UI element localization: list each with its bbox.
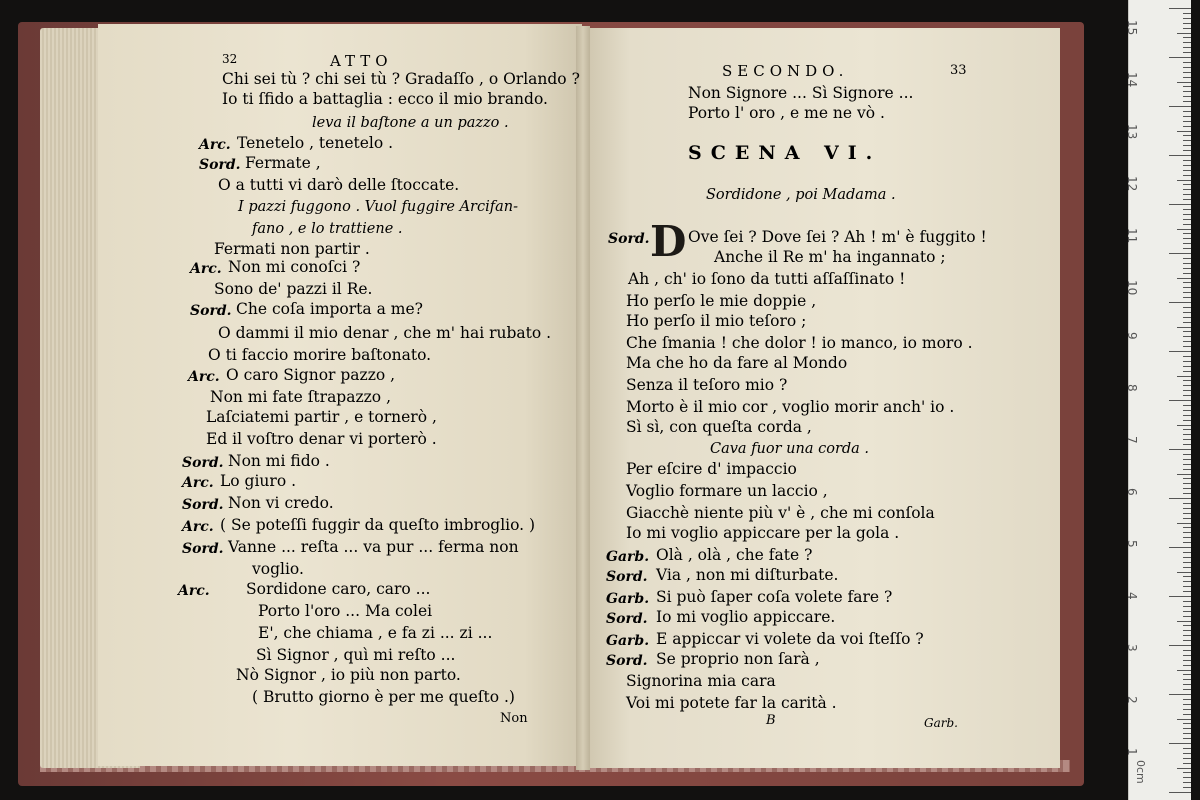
ruler-tick: [1183, 145, 1191, 146]
ruler-tick: [1169, 57, 1191, 58]
ruler-tick: [1169, 596, 1191, 597]
ruler-tick: [1177, 278, 1191, 279]
ruler-tick: [1183, 478, 1191, 479]
ruler-tick: [1183, 699, 1191, 700]
verse-line: Giacchè niente più v' è , che mi conſola: [626, 504, 935, 522]
ruler-tick: [1183, 214, 1191, 215]
verse-line: Laſciatemi partir , e tornerò ,: [206, 408, 437, 426]
speaker-name: Sord.: [182, 455, 224, 471]
ruler-tick: [1183, 591, 1191, 592]
verse-line: Ho perſo le mie doppie ,: [626, 292, 817, 310]
ruler-tick: [1169, 645, 1191, 646]
ruler-tick: [1169, 547, 1191, 548]
verse-line: Ho perſo il mio teſoro ;: [626, 312, 807, 330]
ruler-tick: [1183, 233, 1191, 234]
dialogue-line: E appiccar vi volete da voi ſteſſo ?: [656, 630, 924, 648]
ruler-tick: [1183, 567, 1191, 568]
ruler-tick: [1183, 336, 1191, 337]
ruler-tick: [1177, 82, 1191, 83]
scene-characters: Sordidone , poi Madama .: [706, 187, 896, 203]
verse-line: Chi sei tù ? chi sei tù ? Gradaſſo , o Orlando ?: [222, 70, 580, 88]
ruler-tick: [1183, 782, 1191, 783]
book-gutter: [576, 26, 590, 770]
ruler-tick: [1183, 184, 1191, 185]
ruler-number: 9: [1125, 332, 1139, 340]
ruler-tick: [1169, 400, 1191, 401]
ruler-tick: [1183, 635, 1191, 636]
ruler-tick: [1183, 282, 1191, 283]
speaker-name: Garb.: [606, 633, 650, 649]
ruler-number: 12: [1125, 176, 1139, 192]
ruler-tick: [1183, 72, 1191, 73]
dialogue-line: Ove ſei ? Dove ſei ? Ah ! m' è fuggito !: [688, 228, 987, 246]
dialogue-line: Che coſa importa a me?: [236, 300, 423, 318]
ruler-tick: [1183, 91, 1191, 92]
ruler-tick: [1177, 180, 1191, 181]
ruler-tick: [1183, 709, 1191, 710]
ruler-tick: [1183, 322, 1191, 323]
verse-line: Senza il teſoro mio ?: [626, 376, 788, 394]
dialogue-line: Non mi fido .: [228, 452, 330, 470]
verse-line: Anche il Re m' ha ingannato ;: [714, 248, 946, 266]
ruler-tick: [1183, 420, 1191, 421]
scene-heading: SCENA VI.: [688, 142, 882, 164]
verse-line: Sì Signor , quì mi reſto ...: [256, 646, 456, 664]
dialogue-line: Fermate ,: [245, 154, 321, 172]
ruler-tick: [1183, 371, 1191, 372]
ruler-number: 8: [1125, 384, 1139, 392]
ruler-tick: [1183, 224, 1191, 225]
ruler-tick: [1183, 513, 1191, 514]
speaker-name: Sord.: [190, 303, 232, 319]
ruler-tick: [1177, 33, 1191, 34]
dialogue-line: Vanne ... reſta ... va pur ... ferma non: [228, 538, 519, 556]
ruler-tick: [1183, 101, 1191, 102]
ruler-tick: [1169, 743, 1191, 744]
ruler-tick: [1183, 395, 1191, 396]
speaker-name: Sord.: [608, 231, 650, 247]
ruler-tick: [1183, 47, 1191, 48]
verse-line: Non mi fate ſtrapazzo ,: [210, 388, 391, 406]
ruler-tick: [1183, 581, 1191, 582]
speaker-name: Sord.: [606, 653, 648, 669]
ruler-tick: [1183, 346, 1191, 347]
ruler-tick: [1183, 415, 1191, 416]
speaker-name: Sord.: [182, 497, 224, 513]
ruler-tick: [1183, 625, 1191, 626]
catchword: Non: [500, 711, 528, 726]
verse-line: O a tutti vi darò delle ſtoccate.: [218, 176, 460, 194]
stage-direction: leva il baſtone a un pazzo .: [312, 115, 509, 131]
verse-line: voglio.: [252, 560, 304, 578]
ruler-tick: [1183, 655, 1191, 656]
ruler-tick: [1183, 135, 1191, 136]
ruler-tick: [1183, 42, 1191, 43]
ruler-tick: [1177, 131, 1191, 132]
ruler-tick: [1183, 62, 1191, 63]
ruler-tick: [1183, 77, 1191, 78]
verse-line: Ma che ho da fare al Mondo: [626, 354, 848, 372]
ruler-tick: [1183, 165, 1191, 166]
dialogue-line: Se proprio non ſarà ,: [656, 650, 820, 668]
verse-line: Fermati non partir .: [214, 240, 370, 258]
ruler-tick: [1183, 385, 1191, 386]
ruler-tick: [1183, 356, 1191, 357]
ruler-tick: [1177, 572, 1191, 573]
verse-line: Ed il voſtro denar vi porterò .: [206, 430, 437, 448]
ruler-tick: [1183, 542, 1191, 543]
verse-line: Porto l' oro , e me ne vò .: [688, 104, 885, 122]
ruler-tick: [1183, 390, 1191, 391]
ruler-tick: [1183, 175, 1191, 176]
verse-line: Ah , ch' io ſono da tutti aſſaſſinato !: [628, 270, 906, 288]
ruler-unit: 0cm: [1134, 760, 1147, 784]
ruler-tick: [1183, 469, 1191, 470]
ruler-tick: [1183, 140, 1191, 141]
running-head: ATTO: [330, 52, 393, 70]
ruler-tick: [1183, 380, 1191, 381]
ruler-tick: [1177, 768, 1191, 769]
speaker-name: Arc.: [188, 369, 220, 385]
ruler-tick: [1183, 439, 1191, 440]
ruler-tick: [1169, 302, 1191, 303]
verse-line: E', che chiama , e fa zi ... zi ...: [258, 624, 493, 642]
ruler-tick: [1183, 723, 1191, 724]
ruler-number: 4: [1125, 592, 1139, 600]
ruler-tick: [1177, 621, 1191, 622]
ruler-tick: [1183, 748, 1191, 749]
ruler-tick: [1177, 670, 1191, 671]
ruler-tick: [1183, 650, 1191, 651]
speaker-name: Arc.: [178, 583, 210, 599]
ruler-tick: [1183, 527, 1191, 528]
verse-line: Non Signore ... Sì Signore ...: [688, 84, 914, 102]
ruler-tick: [1183, 37, 1191, 38]
ruler-tick: [1183, 733, 1191, 734]
ruler-tick: [1183, 704, 1191, 705]
ruler-tick: [1183, 562, 1191, 563]
ruler-tick: [1183, 459, 1191, 460]
dialogue-line: Non mi conoſci ?: [228, 258, 361, 276]
verse-line: O dammi il mio denar , che m' hai rubato .: [218, 324, 552, 342]
ruler-tick: [1183, 341, 1191, 342]
ruler-tick: [1183, 67, 1191, 68]
ruler-number: 3: [1125, 644, 1139, 652]
ruler-tick: [1183, 116, 1191, 117]
verse-line: Voi mi potete far la carità .: [626, 694, 837, 712]
ruler-tick: [1183, 728, 1191, 729]
dialogue-line: Io mi voglio appiccare.: [656, 608, 836, 626]
verse-line: Porto l'oro ... Ma colei: [258, 602, 433, 620]
ruler-tick: [1169, 253, 1191, 254]
ruler-tick: [1183, 611, 1191, 612]
ruler-tick: [1177, 327, 1191, 328]
verse-line: Per eſcire d' impaccio: [626, 460, 797, 478]
verse-line: Morto è il mio cor , voglio morir anch' io .: [626, 398, 955, 416]
ruler-tick: [1183, 126, 1191, 127]
ruler-tick: [1177, 474, 1191, 475]
ruler-tick: [1183, 503, 1191, 504]
ruler-tick: [1183, 714, 1191, 715]
ruler-number: 13: [1125, 124, 1139, 140]
ruler-tick: [1183, 312, 1191, 313]
ruler-tick: [1183, 366, 1191, 367]
ruler-number: 5: [1125, 540, 1139, 548]
ruler-tick: [1183, 248, 1191, 249]
ruler-tick: [1183, 410, 1191, 411]
verse-line: Sono de' pazzi il Re.: [214, 280, 373, 298]
ruler-tick: [1183, 307, 1191, 308]
ruler-tick: [1183, 209, 1191, 210]
dialogue-line: ( Se poteſſi fuggir da queſto imbroglio. ): [220, 516, 536, 534]
ruler-tick: [1183, 331, 1191, 332]
dialogue-line: Si può ſaper coſa volete fare ?: [656, 588, 893, 606]
ruler-tick: [1183, 763, 1191, 764]
ruler-tick: [1183, 189, 1191, 190]
ruler-tick: [1183, 199, 1191, 200]
ruler-tick: [1183, 488, 1191, 489]
ruler-tick: [1183, 665, 1191, 666]
ruler-tick: [1183, 753, 1191, 754]
ruler-tick: [1183, 13, 1191, 14]
dialogue-line: O caro Signor pazzo ,: [226, 366, 396, 384]
ruler-tick: [1183, 537, 1191, 538]
ruler-tick: [1183, 28, 1191, 29]
ruler-tick: [1169, 204, 1191, 205]
ruler-tick: [1177, 229, 1191, 230]
ruler-tick: [1183, 640, 1191, 641]
verse-line: Sì sì, con queſta corda ,: [626, 418, 812, 436]
dialogue-line: Olà , olà , che fate ?: [656, 546, 813, 564]
ruler-tick: [1183, 170, 1191, 171]
speaker-name: Arc.: [190, 261, 222, 277]
verse-line: Io mi voglio appiccare per la gola .: [626, 524, 900, 542]
ruler-tick: [1183, 508, 1191, 509]
ruler-tick: [1169, 498, 1191, 499]
ruler-tick: [1183, 86, 1191, 87]
ruler-tick: [1183, 219, 1191, 220]
stage-direction: fano , e lo trattiene .: [252, 221, 403, 237]
ruler-tick: [1183, 268, 1191, 269]
ruler-tick: [1169, 106, 1191, 107]
speaker-name: Sord.: [606, 569, 648, 585]
stage-direction: I pazzi fuggono . Vuol fuggire Arcifan-: [238, 199, 518, 215]
ruler-tick: [1177, 719, 1191, 720]
ruler-tick: [1183, 111, 1191, 112]
ruler-tick: [1183, 405, 1191, 406]
ruler-tick: [1183, 493, 1191, 494]
ruler-tick: [1183, 18, 1191, 19]
ruler-tick: [1183, 287, 1191, 288]
ruler-tick: [1183, 758, 1191, 759]
ruler-tick: [1183, 150, 1191, 151]
ruler-number: 10: [1125, 280, 1139, 296]
ruler-tick: [1177, 376, 1191, 377]
ruler-tick: [1183, 777, 1191, 778]
speaker-name: Sord.: [182, 541, 224, 557]
ruler-tick: [1183, 552, 1191, 553]
ruler-tick: [1183, 772, 1191, 773]
dialogue-line: Sordidone caro, caro ...: [246, 580, 431, 598]
verse-line: Nò Signor , io più non parto.: [236, 666, 461, 684]
ruler-tick: [1183, 263, 1191, 264]
ruler-number: 14: [1125, 72, 1139, 88]
dialogue-line: Non vi credo.: [228, 494, 334, 512]
ruler-tick: [1183, 273, 1191, 274]
ruler-tick: [1183, 23, 1191, 24]
ruler-tick: [1183, 96, 1191, 97]
verse-line: Voglio formare un laccio ,: [626, 482, 828, 500]
stage-direction: Cava fuor una corda .: [710, 441, 870, 457]
verse-line: Che ſmania ! che dolor ! io manco, io moro .: [626, 334, 973, 352]
ruler-tick: [1183, 238, 1191, 239]
ruler-tick: [1169, 351, 1191, 352]
ruler-tick: [1183, 787, 1191, 788]
ruler-tick: [1183, 297, 1191, 298]
ruler-tick: [1183, 429, 1191, 430]
speaker-name: Arc.: [182, 519, 214, 535]
ruler-tick: [1183, 679, 1191, 680]
ruler-tick: [1183, 630, 1191, 631]
page-number: 32: [222, 52, 238, 66]
ruler-tick: [1183, 194, 1191, 195]
ruler-number: 2: [1125, 696, 1139, 704]
ruler-tick: [1169, 8, 1191, 9]
ruler-number: 15: [1125, 20, 1139, 36]
catchword: Garb.: [924, 716, 958, 730]
ruler-tick: [1183, 160, 1191, 161]
drop-cap: D: [650, 217, 687, 266]
ruler-tick: [1183, 532, 1191, 533]
verse-line: Io ti ſfido a battaglia : ecco il mio brando.: [222, 90, 548, 108]
page-number: 33: [950, 63, 967, 78]
ruler-tick: [1183, 454, 1191, 455]
speaker-name: Garb.: [606, 549, 650, 565]
speaker-name: Arc.: [199, 137, 231, 153]
ruler-tick: [1183, 464, 1191, 465]
speaker-name: Sord.: [606, 611, 648, 627]
ruler-tick: [1183, 434, 1191, 435]
dialogue-line: Tenetelo , tenetelo .: [237, 134, 394, 152]
ruler-tick: [1183, 689, 1191, 690]
ruler-tick: [1183, 52, 1191, 53]
ruler-tick: [1183, 674, 1191, 675]
ruler-number: 6: [1125, 488, 1139, 496]
ruler-tick: [1183, 121, 1191, 122]
ruler-tick: [1183, 557, 1191, 558]
ruler-tick: [1169, 155, 1191, 156]
measuring-ruler: [1125, 0, 1191, 800]
signature-mark: B: [766, 713, 776, 728]
ruler-tick: [1183, 616, 1191, 617]
verse-line: O ti faccio morire baſtonato.: [208, 346, 432, 364]
ruler-tick: [1183, 518, 1191, 519]
ruler-tick: [1169, 792, 1191, 793]
verse-line: Signorina mia cara: [626, 672, 776, 690]
ruler-tick: [1183, 660, 1191, 661]
ruler-tick: [1177, 523, 1191, 524]
ruler-tick: [1183, 576, 1191, 577]
speaker-name: Sord.: [199, 157, 241, 173]
ruler-tick: [1183, 586, 1191, 587]
dialogue-line: Via , non mi diſturbate.: [656, 566, 839, 584]
ruler-number: 11: [1125, 228, 1139, 244]
ruler-tick: [1183, 483, 1191, 484]
ruler-tick: [1183, 258, 1191, 259]
ruler-tick: [1183, 317, 1191, 318]
ruler-tick: [1169, 449, 1191, 450]
ruler-tick: [1183, 606, 1191, 607]
ruler-tick: [1183, 738, 1191, 739]
ruler-tick: [1183, 361, 1191, 362]
speaker-name: Arc.: [182, 475, 214, 491]
ruler-tick: [1177, 425, 1191, 426]
ruler-tick: [1183, 601, 1191, 602]
ruler-tick: [1183, 292, 1191, 293]
dialogue-line: Lo giuro .: [220, 472, 297, 490]
ruler-tick: [1183, 684, 1191, 685]
ruler-number: 1: [1125, 748, 1139, 756]
ruler-tick: [1169, 694, 1191, 695]
ruler-tick: [1183, 243, 1191, 244]
running-head: SECONDO.: [722, 62, 849, 80]
ruler-tick: [1183, 444, 1191, 445]
verse-line: ( Brutto giorno è per me queſto .): [252, 688, 515, 706]
ruler-number: 7: [1125, 436, 1139, 444]
speaker-name: Garb.: [606, 591, 650, 607]
